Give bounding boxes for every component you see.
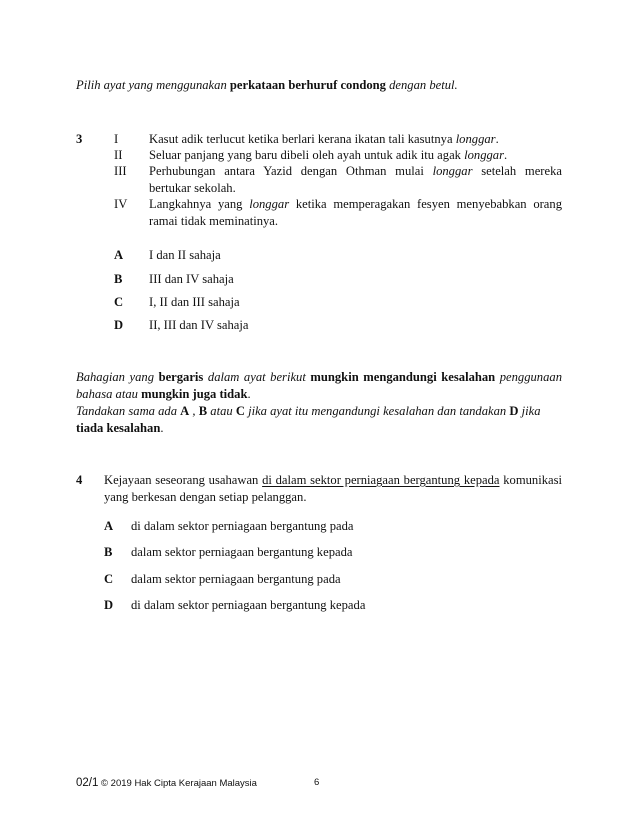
statement: Langkahnya yang longgar ketika memperagakan fesyen menyebabkan orang ramai tidak meminatinya. bbox=[149, 197, 562, 228]
option-letter: B bbox=[104, 545, 113, 559]
option-letter: D bbox=[104, 598, 114, 612]
option-text: dalam sektor perniagaan bergantung pada bbox=[131, 572, 341, 586]
option-letter: D bbox=[114, 318, 124, 332]
underlined-phrase: di dalam sektor perniagaan bergantung kepada bbox=[262, 473, 500, 487]
option-letter: C bbox=[104, 572, 114, 586]
instruction-1 bbox=[76, 77, 566, 94]
option-letter: A bbox=[114, 248, 124, 262]
roman-numeral: I bbox=[114, 132, 119, 146]
option-text: III dan IV sahaja bbox=[149, 272, 234, 286]
roman-numeral: II bbox=[114, 148, 123, 162]
instruction-bold: perkataan berhuruf condong bbox=[229, 78, 386, 92]
statement: Perhubungan antara Yazid dengan Othman mulai longgar setelah mereka bertukar sekolah. bbox=[149, 164, 562, 195]
question-number: 3 bbox=[76, 132, 83, 146]
option-text: I dan II sahaja bbox=[149, 248, 221, 262]
roman-numeral: III bbox=[114, 164, 127, 178]
instruction-text: Pilih ayat yang menggunakan bbox=[76, 78, 230, 92]
option-text: di dalam sektor perniagaan bergantung pada bbox=[131, 519, 354, 533]
roman-numeral: IV bbox=[114, 197, 128, 211]
option-letter: C bbox=[114, 295, 124, 309]
statement: Seluar panjang yang baru dibeli oleh ayah untuk adik itu agak longgar. bbox=[149, 148, 508, 162]
option-text: di dalam sektor perniagaan bergantung kepada bbox=[131, 598, 366, 612]
option-text: II, III dan IV sahaja bbox=[149, 318, 249, 332]
question-number: 4 bbox=[76, 473, 83, 487]
instruction-2: Bahagian yang bergaris dalam ayat berikut mungkin mengandungi kesalahan penggunaan bahasa atau mungkin juga tidak. bbox=[76, 370, 562, 401]
instruction-3: Tandakan sama ada A , B atau C jika ayat itu mengandungi kesalahan dan tandakan D jika tiada kesalahan. bbox=[76, 404, 541, 435]
option-text: dalam sektor perniagaan bergantung kepada bbox=[131, 545, 353, 559]
statement: Kasut adik terlucut ketika berlari kerana ikatan tali kasutnya longgar. bbox=[149, 132, 499, 146]
instruction-text: dengan betul. bbox=[385, 78, 458, 92]
footer-copyright: 02/1 © 2019 Hak Cipta Kerajaan Malaysia bbox=[76, 777, 257, 789]
page-number: 6 bbox=[314, 777, 320, 788]
option-letter: B bbox=[114, 272, 123, 286]
question-stem: Kejayaan seseorang usahawan di dalam sektor perniagaan bergantung kepada komunikasi yang berkesan dengan setiap pelanggan. bbox=[104, 473, 562, 504]
option-letter: A bbox=[104, 519, 114, 533]
option-text: I, II dan III sahaja bbox=[149, 295, 240, 309]
